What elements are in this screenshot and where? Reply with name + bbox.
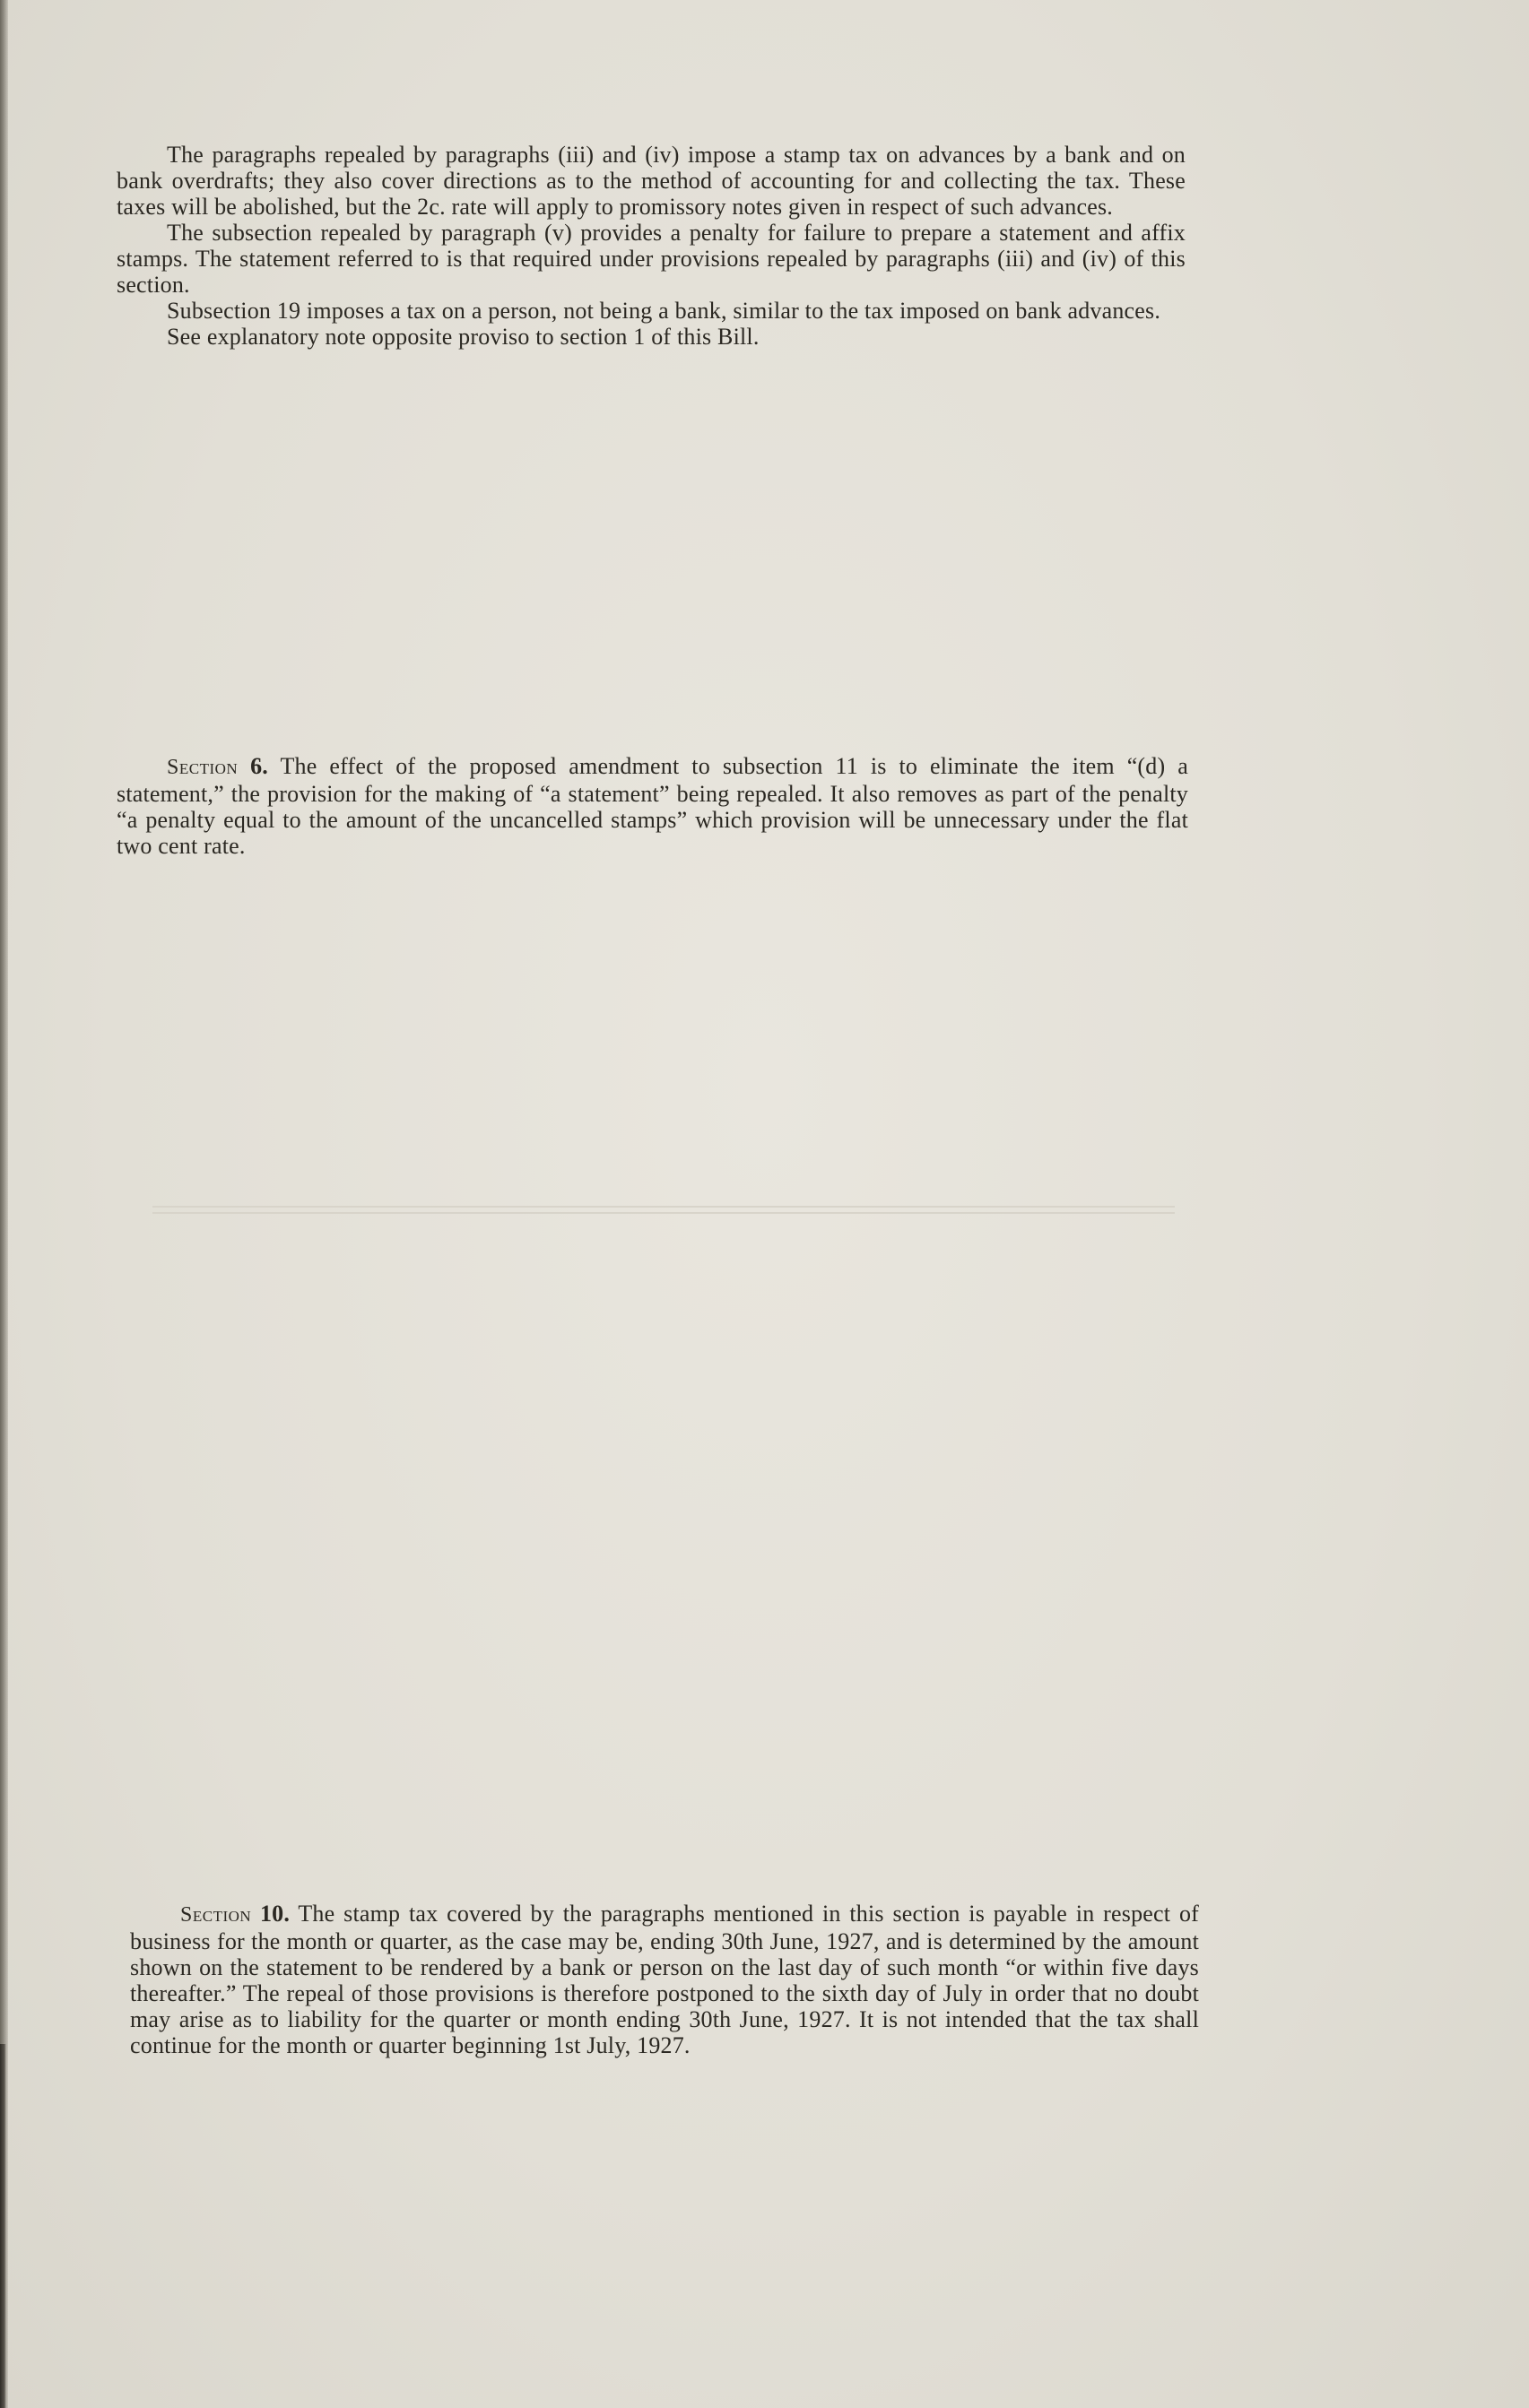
bleed-through-rule [152, 1206, 1175, 1208]
bleed-through-rule [152, 1212, 1175, 1214]
section-number: 6. [250, 753, 268, 779]
section-heading: Section [180, 1903, 252, 1927]
section-number: 10. [259, 1901, 291, 1927]
note-paragraph [130, 1901, 1199, 2058]
section-text: The effect of the proposed amendment to subsection 11 is to eliminate the item “(d) a statement,” the provision for the making of “a statement” being repealed. It also removes as part of the penalty “a penalty equal to the amount of the uncancelled stamps” which provision will be unnecessary under the flat two cent rate. [117, 753, 1189, 859]
section-text: The stamp tax covered by the paragraphs mentioned in this section is payable in respect of business for the month or quarter, as the case may be, ending 30th June, 1927, and is determined by the amount shown on the statement to be rendered by a bank or person on the last day of such month “or within five days thereafter.” The repeal of those provisions is therefore postponed to the sixth day of July in order that no doubt may arise as to liability for the quarter or month ending 30th June, 1927. It is not intended that the tax shall continue for the month or quarter beginning 1st July, 1927. [130, 1901, 1200, 2058]
note-paragraph [117, 753, 1188, 859]
note-paragraph: The subsection repealed by paragraph (v) provides a penalty for failure to prepare a statement and affix stamps. The statement referred to is that required under provisions repealed by paragraphs (iii) and (iv) of this section. [117, 220, 1186, 298]
explanatory-note-repealed-paragraphs [117, 142, 1186, 350]
explanatory-note-section-6 [117, 753, 1188, 859]
page-spine-shadow [0, 2044, 6, 2408]
note-paragraph: Subsection 19 imposes a tax on a person, not being a bank, similar to the tax imposed on bank advances. [167, 298, 1161, 324]
section-heading: Section [167, 756, 239, 779]
note-paragraph: See explanatory note opposite proviso to section 1 of this Bill. [167, 324, 760, 350]
note-paragraph: The paragraphs repealed by paragraphs (iii) and (iv) impose a stamp tax on advances by a bank and on bank overdrafts; they also cover directions as to the method of accounting for and collecting the tax. These taxes will be abolished, but the 2c. rate will apply to promissory notes given in respect of such advances. [117, 142, 1186, 220]
explanatory-note-section-10 [130, 1901, 1199, 2058]
